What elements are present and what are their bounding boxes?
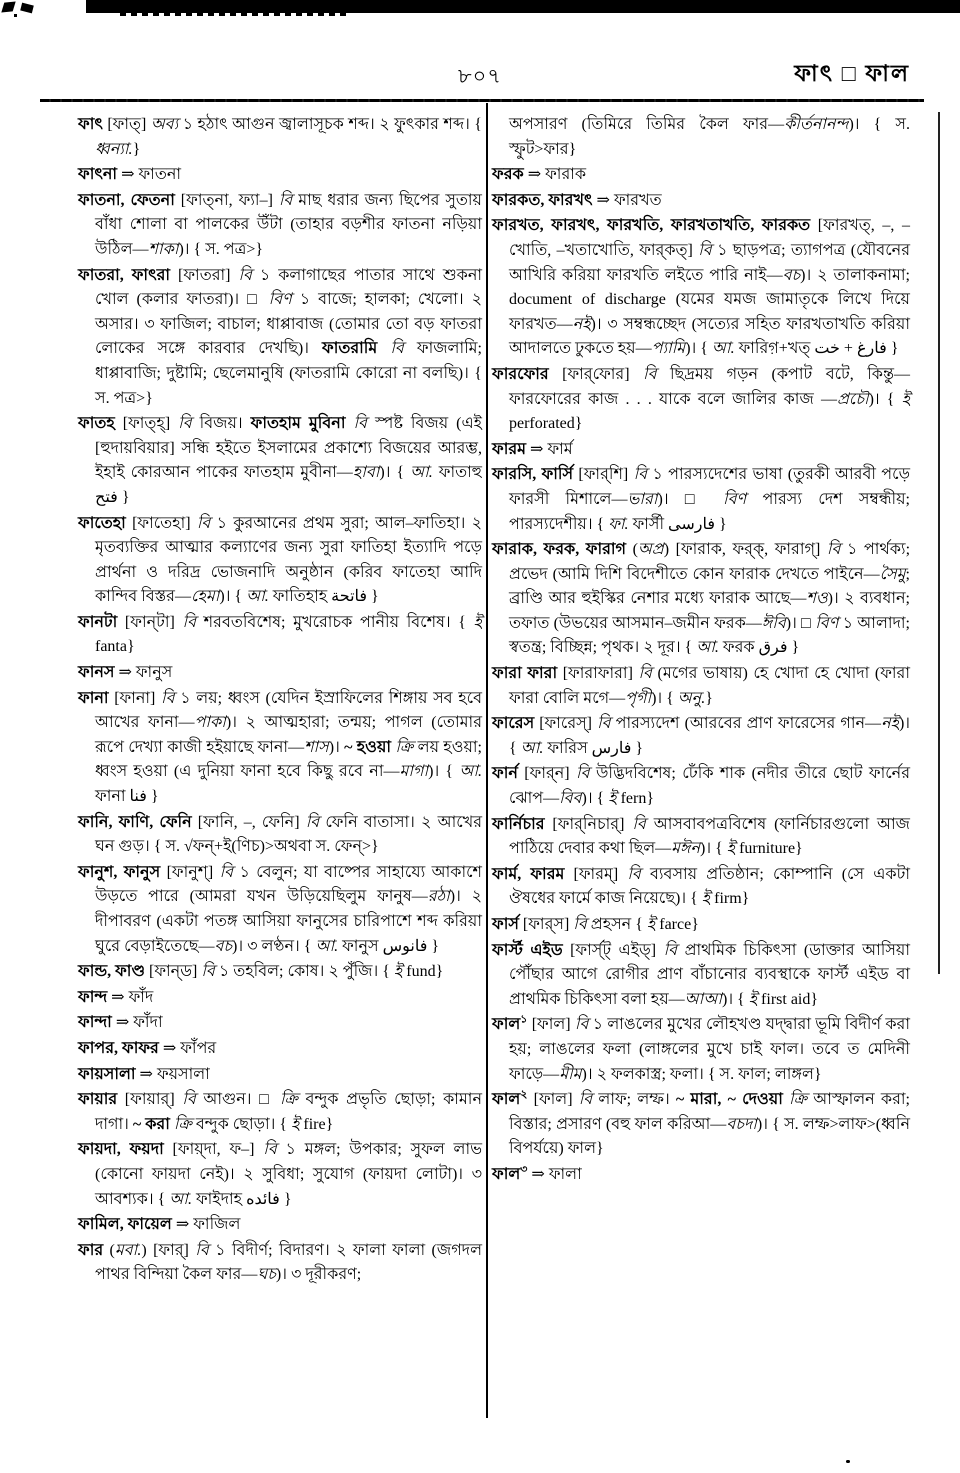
scan-artifact-corner-mark <box>20 3 34 14</box>
entry-text: পাকা <box>194 714 226 732</box>
entry-text: বি <box>219 863 234 881</box>
entry-text: fanta} <box>95 638 135 656</box>
entry-text: মাছ ধরার জন্য ছিপের সুতায় বাঁধা শোলা বা পালকের উঁটা (তাহার বড়শীর ফাতনা নড়িয়া উঠিল— <box>95 191 482 258</box>
dictionary-entry <box>78 1037 482 1062</box>
entry-text: মঈন <box>671 840 701 858</box>
headword-text: ফান্ড, ফাণ্ড <box>78 963 146 981</box>
headword-text: ফানা <box>78 689 109 707</box>
headword-text: ফাতহ <box>78 415 115 433</box>
entry-text: ফেনি বাতাসা। ২ আখের ঘন গুড়। { স. √ফন্+ই(ণিচ)>অথবা স. ফেন্>} <box>95 813 482 856</box>
entry-text: )। <box>328 738 345 756</box>
headword-text: ফান্দ <box>78 988 108 1006</box>
entry-text: বি <box>633 466 648 484</box>
headword-text: ফাতহাম মুবিনা <box>250 415 346 433</box>
entry-text: )। { স. লম্ফ>লাফ>(ধ্বনি বিপর্যয়ে) ফাল} <box>509 1115 910 1158</box>
entry-text: )। ৩ দূরীকরণ; <box>275 1266 362 1284</box>
headword-text: ফানস <box>78 664 115 682</box>
entry-text: fund} <box>402 963 444 981</box>
entry-text: ফাতিহাহ فاتحة } <box>268 588 379 606</box>
headword-text: ফারেস <box>492 715 535 733</box>
entry-text: আগুন। □ <box>195 1091 280 1109</box>
entry-text: [ফার্‌শি] <box>573 466 634 484</box>
headword-text: ~ হওয়া <box>344 738 392 756</box>
entry-text: )। □ <box>657 490 724 508</box>
dictionary-entry <box>78 1213 482 1238</box>
entry-text: নই <box>572 315 591 333</box>
entry-text: ফারিগ়+খত্ فارغ + خت } <box>734 340 899 358</box>
entry-text: )। ২ ফলকাস্ত্র; ফলা। { স. ফাল; লাঙ্গল} <box>581 1065 822 1083</box>
entry-text: আ. <box>169 1190 192 1208</box>
entry-text: বিণ <box>815 614 839 632</box>
scan-artifact-page-edge-line <box>938 112 940 974</box>
entry-text: শরবতবিশেষ; মুখরোচক পানীয় বিশেষ। { <box>196 613 474 631</box>
entry-text: বি <box>632 815 646 833</box>
dictionary-entry <box>492 662 910 711</box>
dictionary-entry <box>78 811 482 860</box>
entry-text: বচ <box>782 266 801 284</box>
page-number: ৮০৭ <box>458 64 502 88</box>
entry-text: )। { <box>868 390 902 408</box>
entry-text: ই <box>901 390 911 408</box>
entry-text: ফাজলামি; ধাপ্পাবাজি; দুষ্টামি; ছেলেমানুষি (ফাতরামি কোরো না বলছি)। { স. পত্র>} <box>95 340 483 407</box>
entry-text: )। ২ ব্যবধান; তফাত (উভয়ের আসমান–জমীন ফরক— <box>509 590 910 632</box>
entry-text: শও <box>806 590 828 608</box>
dictionary-entry <box>492 214 910 362</box>
entry-text: )। □ <box>785 614 816 632</box>
entry-text: পৃগী <box>625 689 652 707</box>
entry-text: বি <box>826 541 841 559</box>
entry-text: বিণ <box>723 490 747 508</box>
entry-text: ই <box>291 1115 300 1133</box>
entry-text: ⇒ ফাঁদ <box>107 988 154 1006</box>
entry-text: [ফাতরা] <box>170 266 239 284</box>
entry-text: ১ বাজে; হালকা; খেলো। ২ অসার। ৩ ফাজিল; বাচাল; ধাপ্পাবাজ (তোমার তো বড় ফাতরা লোকের সঙ্গে কারবার দেখছি)। <box>95 291 482 358</box>
dictionary-entry <box>492 189 910 214</box>
entry-text: ফারিস فارس } <box>543 739 644 757</box>
entry-text: বি <box>573 916 587 933</box>
entry-text: ⇒ ফাজিল <box>171 1216 241 1234</box>
entry-text: বি <box>353 415 367 433</box>
entry-text: (মগের ভাষায়) হে খোদা হে খোদা (ফারা ফারা বোলি মগে— <box>509 665 910 707</box>
entry-text: [ফানি, –, ফেনি] <box>191 813 306 831</box>
headword-text: ফার <box>78 1241 104 1259</box>
entry-text: )। { স. স্ফুট>ফার} <box>509 116 910 158</box>
entry-text: ভারা <box>627 490 658 508</box>
entry-text: আ. <box>711 340 735 358</box>
entry-text: মীম <box>559 1065 582 1083</box>
entry-text: [ফানুশ্] <box>160 863 220 881</box>
entry-text: [ফার্‌স] <box>518 916 574 933</box>
dictionary-entry <box>492 913 910 938</box>
headword-text: ফারসি, ফার্সি <box>492 466 574 484</box>
dictionary-entry <box>492 762 910 811</box>
dictionary-entry <box>78 611 482 660</box>
scan-artifact-speck <box>14 14 17 17</box>
entry-text: ফানুস فانوس } <box>338 937 440 955</box>
entry-text: নই <box>881 715 899 733</box>
entry-text: বি <box>627 865 641 883</box>
entry-text: বি <box>643 365 657 383</box>
headword-text: ফাল <box>492 1016 521 1034</box>
dictionary-column-right <box>492 112 910 1189</box>
dictionary-entry <box>78 1011 482 1036</box>
headword-text: ফারা ফারা <box>492 665 558 683</box>
entry-text: [ফানা] <box>108 689 162 707</box>
entry-text: ১ মঙ্গল; উপকার; সুফল লাভ (কোনো ফায়দা নেই)। ২ সুবিধা; সুযোগ (ফায়দা লোটা)। ৩ আবশ্যক। { <box>95 1141 483 1208</box>
entry-text: ⇒ ফালা <box>527 1165 582 1183</box>
entry-text: ১ পারস্যদেশের ভাষা (তুরকী আরবী পড়ে ফারসী মিশালে— <box>509 466 911 508</box>
entry-text: [ফার্‌ফোর] <box>548 365 644 383</box>
headword-text: ফারম <box>492 440 527 458</box>
entry-text: )। { <box>428 763 460 781</box>
entry-text: রঠা <box>427 888 450 906</box>
entry-text: )। ৩ লণ্ঠন। { <box>232 937 316 955</box>
scan-artifact-corner-mark <box>1 1 15 12</box>
dictionary-entry <box>78 960 482 985</box>
entry-text: )। { <box>379 464 411 482</box>
entry-text: প্রচৌ <box>836 390 869 408</box>
entry-text: ই <box>701 890 711 908</box>
entry-text: ১ আলাদা; স্বতন্ত্র; বিচ্ছিন্ন; পৃথক। ২ দূর। { <box>509 614 910 657</box>
scan-artifact-speck <box>846 1460 850 1463</box>
dictionary-entry <box>492 438 910 463</box>
entry-text: পারস্য দেশ সম্বন্ধীয়; পারস্যদেশীয়। { <box>509 490 911 533</box>
entry-text: ই <box>608 790 617 808</box>
entry-text: উদ্ভিদবিশেষ; ঢেঁকি শাক (নদীর তীরে ছোট ফার্নের ঝোপ— <box>509 765 910 808</box>
entry-text: )। ২ তালাকনামা; document of discharge (যমের যমজ জামাতৃকে লিখে দিয়ে ফারখত— <box>509 266 911 333</box>
entry-text: ⇒ ফানুস <box>114 664 173 682</box>
headword-text: ফারকত, ফারখৎ <box>492 191 593 209</box>
entry-text: বন্দুক প্রভৃতি ছোড়া; কামান দাগা। <box>95 1091 482 1133</box>
headword-text: ফাপর, ফাফর <box>78 1039 159 1057</box>
entry-text: ক্রি <box>395 738 414 756</box>
entry-text: পারস্যদেশ (আরবের প্রাণ ফারেসের গান— <box>610 715 882 733</box>
entry-text: প্রাথমিক চিকিৎসা (ডাক্তার আসিয়া পৌঁছার আগে রোগীর প্রাণ বাঁচানোর ব্যবস্থাকে ফার্স্ট এইড বা প্রাথমিক চিকিৎসা বলা হয়— <box>509 941 910 1008</box>
headword-text: ফাৎ <box>78 116 103 133</box>
column-divider <box>486 103 488 1418</box>
headword-text: ফার্স <box>492 916 519 933</box>
entry-text: ই <box>473 613 482 631</box>
entry-text: ব্যবসায় প্রতিষ্ঠান; কোম্পানি (সে একটা ঔষধের ফার্মে কাজ নিয়েছে)। { <box>509 865 910 908</box>
entry-text: [ফারেস্] <box>534 715 598 733</box>
header-rule <box>40 99 924 102</box>
entry-text: )। { <box>651 689 678 707</box>
entry-text: fern} <box>616 790 654 808</box>
entry-text: মবা. <box>114 1241 142 1259</box>
entry-text: ১ ছাড়পত্র; ত্যাগপত্র (যৌবনের আখিরি করিয়া ফারখতি লইতে পারি নাই— <box>509 241 910 284</box>
entry-text: লয় হওয়া; ধ্বংস হওয়া (এ দুনিয়া ফানা হবে কিছু রবে না— <box>95 738 483 781</box>
entry-text: বি <box>278 191 293 209</box>
entry-text: perforated} <box>509 415 583 433</box>
entry-text: আ. <box>520 739 544 757</box>
scan-artifact-top-bar-frayed-edge <box>120 11 350 16</box>
dictionary-entry <box>492 813 910 862</box>
headword-text: ফাল <box>492 1091 521 1109</box>
headword-text: ফায়সালা <box>78 1065 136 1083</box>
dictionary-entry <box>78 1063 482 1088</box>
entry-text: ; ব্রাণ্ডি আর হুইস্কির নেশার মধ্যে ফারাক আছে— <box>509 565 910 608</box>
entry-text: প্যামি <box>651 340 686 358</box>
entry-text: বিজয়। <box>191 415 251 433</box>
entry-text: ফানা فنا } <box>95 788 159 806</box>
entry-text: [ফাত্‌হ্] <box>114 415 179 433</box>
entry-text: [ফারম্] <box>564 865 628 883</box>
headword-text: ফাৎনা <box>78 166 118 184</box>
entry-text: বি <box>161 689 175 707</box>
entry-text: farce} <box>655 916 699 933</box>
entry-text: )। ২ আত্মহারা; তন্ময়; পাগল (তোমার রূপে দেখ্যা কাজী হইয়াছে ফানা— <box>95 714 482 756</box>
entry-text: } <box>705 689 713 707</box>
entry-text: firm} <box>710 890 750 908</box>
entry-text: ই <box>748 990 758 1008</box>
entry-text: কীর্তনানন্দ <box>784 116 849 133</box>
entry-text: অনু. <box>677 689 706 707</box>
entry-text: [ফার্‌ন] <box>517 765 577 783</box>
headword-text: ফাল <box>492 1165 521 1183</box>
dictionary-entry <box>78 189 482 263</box>
entry-text: [ফান্‌টা] <box>117 613 183 631</box>
entry-text: ⇒ ফাঁপর <box>158 1039 217 1057</box>
headword-text: ফানি, ফাণি, ফেনি <box>78 813 192 831</box>
entry-text: ⇒ ফার্ম <box>526 440 573 458</box>
entry-text: ফরক فرق } <box>718 639 800 657</box>
guide-words: ফাৎ □ ফাল <box>794 61 910 86</box>
entry-text: )। { <box>721 990 749 1008</box>
entry-text: [ফাত্] <box>102 116 151 133</box>
dictionary-entry <box>78 861 482 959</box>
entry-text: বি <box>578 1091 593 1109</box>
dictionary-entry <box>78 687 482 810</box>
entry-text: ১ বেলুন; যা বাষ্পের সাহায্যে আকাশে উড়তে পারে (আমরা যখন উড়িয়েছিলুম ফানুষ— <box>95 863 482 906</box>
headword-text: ফায়ার <box>78 1091 118 1109</box>
dictionary-entry <box>492 163 910 188</box>
entry-text: )। { <box>700 840 727 858</box>
entry-text: ১ কলাগাছের পাতার সাথে শুকনা খোল (কলার ফাতরা)। □ <box>95 266 483 309</box>
entry-text: ফাতাহু فتح } <box>95 464 482 506</box>
entry-text: ১ কুরআনের প্রথম সুরা; আল–ফাতিহা। ২ মৃতব্যক্তির আত্মার কল্যাণের জন্য সুরা ফাতিহা ইত্যাদি পড়ে প্রার্থনা ও দরিদ্র ভোজনাদি অনুষ্ঠান (করিব ফাতেহা আদি কান্দিব বিস্তর— <box>95 514 482 606</box>
entry-text: সৈমু <box>879 565 906 583</box>
entry-text: ১ লাঙলের মুখের লৌহখণ্ড যদ্দ্বারা ভূমি বিদীর্ণ করা হয়; লাঙলের ফলা (লাঙ্গলের মুখে চাই ফাল। তবে ত মেদিনী ফাড়ে— <box>509 1016 910 1083</box>
dictionary-entry <box>492 939 910 1013</box>
headword-text: ফরক <box>492 166 524 184</box>
entry-text: আআ <box>684 990 722 1008</box>
entry-text: ই <box>646 916 656 933</box>
entry-text: ফা. <box>608 515 629 533</box>
entry-text: ফাইদাহ فائده } <box>191 1190 292 1208</box>
headword-text: ১ <box>520 1014 528 1027</box>
entry-text: অপ্র <box>637 541 664 559</box>
entry-text: বি <box>238 266 252 284</box>
dictionary-entry <box>78 986 482 1011</box>
entry-text: [ফাল] <box>527 1091 579 1109</box>
entry-text: ১ বিদীর্ণ; বিদারণ। ২ ফালা ফালা (জগদল পাথর বিন্দিয়া কৈল ফার— <box>95 1241 483 1284</box>
entry-text: হেমা <box>190 588 220 606</box>
dictionary-entry <box>492 113 910 162</box>
dictionary-entry <box>78 264 482 412</box>
entry-text: শাস <box>304 738 329 756</box>
entry-text: বিব <box>559 790 582 808</box>
entry-text: বি <box>698 241 712 259</box>
entry-text: ফার্সী فارسی } <box>628 515 727 533</box>
entry-text: } <box>132 140 141 158</box>
entry-text: বি <box>638 665 652 683</box>
entry-text: বি <box>182 613 196 631</box>
entry-text: বি <box>178 415 192 433</box>
entry-text: )। { <box>581 790 609 808</box>
entry-text: ⇒ ফাতনা <box>117 166 182 184</box>
entry-text: বচদা <box>726 1115 757 1133</box>
entry-text <box>377 340 390 357</box>
entry-text: অব্য <box>150 116 179 133</box>
entry-text: first aid} <box>757 990 819 1008</box>
entry-text: [ফাল] <box>527 1016 575 1034</box>
headword-text: ২ <box>520 1088 528 1101</box>
dictionary-entry <box>78 512 482 610</box>
entry-text: বি <box>201 963 215 981</box>
dictionary-entry <box>492 538 910 661</box>
entry-text: ঈবি <box>761 614 786 632</box>
entry-text: [ফার্স্‌ট্ এইড্] <box>562 941 664 959</box>
headword-text: ফারাক, ফরক, ফারাগ <box>492 541 627 559</box>
entry-text: অপসারণ (তিমিরে তিমির কৈল ফার— <box>509 116 785 133</box>
dictionary-entry <box>78 661 482 686</box>
entry-text: ছিদ্রময় গড়ন (কপাট বটে, কিন্তু—ফারফোরের কাজ . . . যাকে বলে জালির কাজ — <box>509 365 910 408</box>
dictionary-entry <box>78 113 482 162</box>
entry-text: ক্রি <box>789 1091 808 1109</box>
dictionary-entry <box>492 1013 910 1087</box>
dictionary-column-left <box>78 112 482 1289</box>
headword-text: ফাতনা, ফেতনা <box>78 191 175 209</box>
entry-text: হাবা <box>352 464 380 482</box>
entry-text: বিণ <box>268 291 292 309</box>
entry-text: বন্দুক ছোড়া। { <box>191 1115 292 1133</box>
entry-text: ই <box>393 963 403 981</box>
entry-text: [ফান্‌ড] <box>145 963 202 981</box>
entry-text: ( <box>103 1241 115 1259</box>
dictionary-entry <box>492 1088 910 1162</box>
entry-text: ধ্বন্যা. <box>95 140 133 158</box>
entry-text: fire} <box>299 1115 334 1133</box>
entry-text: আ. <box>410 464 433 482</box>
headword-text: ~ মারা, ~ দেওয়া <box>675 1091 783 1109</box>
entry-text: শাকা <box>148 240 179 258</box>
entry-text: [ফায়ার্] <box>117 1091 183 1109</box>
entry-text: ১ পার্থক্য; প্রভেদ (আমি দিশি বিদেশীতে কোন ফারাক দেখতে পাইনে— <box>509 541 911 583</box>
dictionary-entry <box>78 412 482 510</box>
entry-text: [ফারখত্, –, –খোতি, –খতাখোতি, ফার্‌কত্] <box>509 217 910 259</box>
headword-text: ~ করা <box>132 1115 170 1133</box>
entry-text: [ফায়্‌দা, ফ–] <box>163 1141 264 1159</box>
entry-text: ১ লয়; ধ্বংস (যেদিন ইস্রাফিলের শিঙ্গায় সব হবে আখের ফানা— <box>95 689 482 732</box>
entry-text: [ফারাফারা] <box>557 665 639 683</box>
entry-text: ) [ফার্] <box>141 1241 196 1259</box>
entry-text: বি <box>195 1241 209 1259</box>
dictionary-entry <box>492 363 910 437</box>
headword-text: ফামিল, ফায়েল <box>78 1216 172 1234</box>
entry-text: আ. <box>459 763 482 781</box>
headword-text: ফার্স্ট এইড <box>492 941 563 959</box>
entry-text: ⇒ ফাঁদা <box>111 1014 163 1032</box>
headword-text: ৩ <box>520 1163 528 1176</box>
entry-text: আসবাবপত্রবিশেষ (ফার্নিচারগুলো আজ পাঠিয়ে দেবার কথা ছিল— <box>509 815 910 858</box>
headword-text: ফার্ন <box>492 765 518 783</box>
entry-text: বি <box>597 715 611 733</box>
entry-text: বি <box>663 941 678 959</box>
dictionary-entry <box>78 1088 482 1137</box>
headword-text: ফানুশ, ফানুস <box>78 863 161 881</box>
entry-text: [ফাতেহা] <box>125 514 197 532</box>
entry-text: স্পষ্ট বিজয় (এই [হুদায়বিয়ার] সন্ধি হইতে ইসলামের প্রকাশ্যে বিজয়ের আরম্ভ, ইহাই কোরআন পাকের ফাতহাম মুবীনা— <box>95 415 482 482</box>
entry-text: আ. <box>696 639 719 657</box>
entry-text: বচ <box>214 937 233 955</box>
entry-text: বি <box>182 1091 196 1109</box>
entry-text: বি <box>576 765 590 783</box>
entry-text: )। { <box>509 715 910 757</box>
headword-text: ফান্দা <box>78 1014 112 1032</box>
entry-text: ক্রি <box>279 1091 298 1109</box>
dictionary-entry <box>492 1163 910 1188</box>
entry-text: ⇒ ফারাক <box>523 166 587 184</box>
entry-text: [ফাত্‌না, ফ্যা–] <box>174 191 279 209</box>
headword-text: ফার্নিচার <box>492 815 545 833</box>
dictionary-entry <box>492 863 910 912</box>
entry-text: মাগা <box>399 763 429 781</box>
entry-text: [ফার্‌নিচার্] <box>544 815 633 833</box>
headword-text: ফারফোর <box>492 365 549 383</box>
entry-text: বি <box>196 514 211 532</box>
entry-text: বি <box>390 340 404 358</box>
entry-text: বি <box>263 1141 277 1159</box>
entry-text: আস্ফালন করা; বিস্তার; প্রসারণ (বহু ফাল করিআ— <box>509 1091 910 1133</box>
entry-text: )। { <box>685 340 712 358</box>
headword-text: ফাতরামি <box>322 340 378 358</box>
entry-text: লাফ; লম্ফ। <box>592 1091 676 1109</box>
entry-text: ) [ফারাক, ফর্‌ক্, ফারাগ্] <box>663 541 827 559</box>
headword-text: ফায়দা, ফয়দা <box>78 1141 164 1159</box>
dictionary-entry <box>492 712 910 761</box>
entry-text: ⇒ ফারখত <box>592 191 662 209</box>
entry-text: বি <box>305 813 320 831</box>
entry-text: বি <box>574 1016 589 1034</box>
headword-text: ফাতরা, ফাৎরা <box>78 266 171 284</box>
headword-text: ফার্ম, ফারম <box>492 865 565 883</box>
entry-text: )। ৩ সম্বন্ধচ্ছেদ (সত্যের সহিত ফারখতাখতি করিয়া আদালতে ঢুকতে হয়— <box>509 315 910 358</box>
dictionary-entry <box>78 163 482 188</box>
entry-text: আ. <box>246 588 269 606</box>
entry-text: )। ২ দীপাবরণ (একটা পতঙ্গ আসিয়া ফানুসের চারিপাশে শব্দ করিয়া ঘুরে বেড়াইতেছে— <box>95 888 483 955</box>
headword-text: ফারখত, ফারখৎ, ফারখতি, ফারখতাখতি, ফারকত <box>492 217 811 235</box>
entry-text: আ. <box>315 937 339 955</box>
headword-text: ফাতেহা <box>78 514 126 532</box>
entry-text: ⇒ ফয়সালা <box>135 1065 210 1083</box>
entry-text: ক্রি <box>173 1115 192 1133</box>
dictionary-entry <box>492 463 910 537</box>
entry-text: প্রহসন { <box>586 916 647 933</box>
entry-text: )। { স. পত্র>} <box>178 240 264 258</box>
entry-text: ১ তহবিল; কোষ। ২ পুঁজি। { <box>214 963 394 981</box>
dictionary-entry <box>78 1138 482 1212</box>
entry-text: furniture} <box>735 840 803 858</box>
entry-text: ( <box>626 541 638 559</box>
entry-text: ঘচ <box>257 1266 276 1284</box>
entry-text: )। { <box>219 588 247 606</box>
headword-text: ফানটা <box>78 613 118 631</box>
entry-text: ১ হঠাৎ আগুন জ্বালাসূচক শব্দ। ২ ফুৎকার শব্দ। { <box>178 116 482 133</box>
dictionary-entry <box>78 1239 482 1288</box>
entry-text: ই <box>726 840 736 858</box>
